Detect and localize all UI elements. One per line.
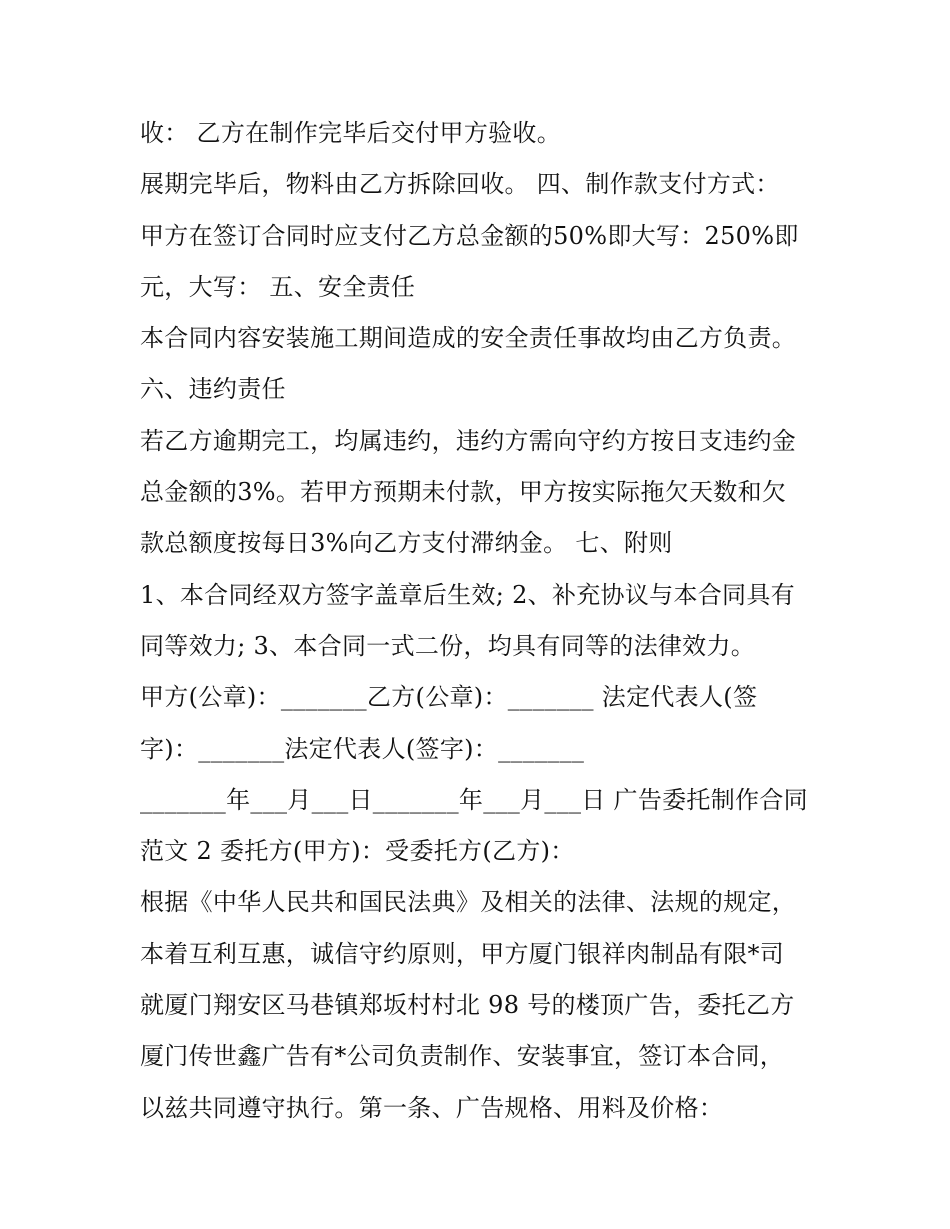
document-body xyxy=(140,108,830,1134)
text-line: 展期完毕后，物料由乙方拆除回收。 四、制作款支付方式： xyxy=(140,170,780,199)
text-line: 就厦门翔安区马巷镇郑坂村村北 98 号的楼顶广告，委托乙方 xyxy=(140,991,795,1020)
signature-line: 甲方(公章)：_______乙方(公章)：_______ 法定代表人(签 xyxy=(140,683,758,712)
date-line: _______年___月___日_______年___月___日 广告委托制作合同 xyxy=(140,785,808,814)
text-line: 元，大写： 五、安全责任 xyxy=(140,272,416,301)
section-heading: 六、违约责任 xyxy=(140,375,286,404)
text-line: 收： 乙方在制作完毕后交付甲方验收。 xyxy=(140,119,562,147)
text-line: 厦门传世鑫广告有*公司负责制作、安装事宜，签订本合同， xyxy=(140,1042,785,1071)
text-line: 1、本合同经双方签字盖章后生效; 2、补充协议与本合同具有 xyxy=(140,580,795,609)
text-line: 同等效力; 3、本合同一式二份，均具有同等的法律效力。 xyxy=(140,631,756,660)
text-line: 根据《中华人民共和国民法典》及相关的法律、法规的规定， xyxy=(140,888,797,917)
text-line: 以兹共同遵守执行。第一条、广告规格、用料及价格： xyxy=(140,1093,724,1122)
text-line: 若乙方逾期完工，均属违约，违约方需向守约方按日支违约金 xyxy=(140,426,797,455)
signature-line: 字)：_______法定代表人(签字)：_______ xyxy=(140,734,585,763)
text-line: 本合同内容安装施工期间造成的安全责任事故均由乙方负责。 xyxy=(140,324,797,353)
text-line: 总金额的3%。若甲方预期未付款，甲方按实际拖欠天数和欠 xyxy=(140,478,787,507)
text-line: 款总额度按每日3%向乙方支付滞纳金。 七、附则 xyxy=(140,529,673,558)
text-line: 范文 2 委托方(甲方)：受委托方(乙方)： xyxy=(140,837,575,866)
text-line: 本着互利互惠，诚信守约原则，甲方厦门银祥肉制品有限*司 xyxy=(140,939,785,968)
text-line: 甲方在签订合同时应支付乙方总金额的50%即大写：250%即 xyxy=(140,221,799,250)
